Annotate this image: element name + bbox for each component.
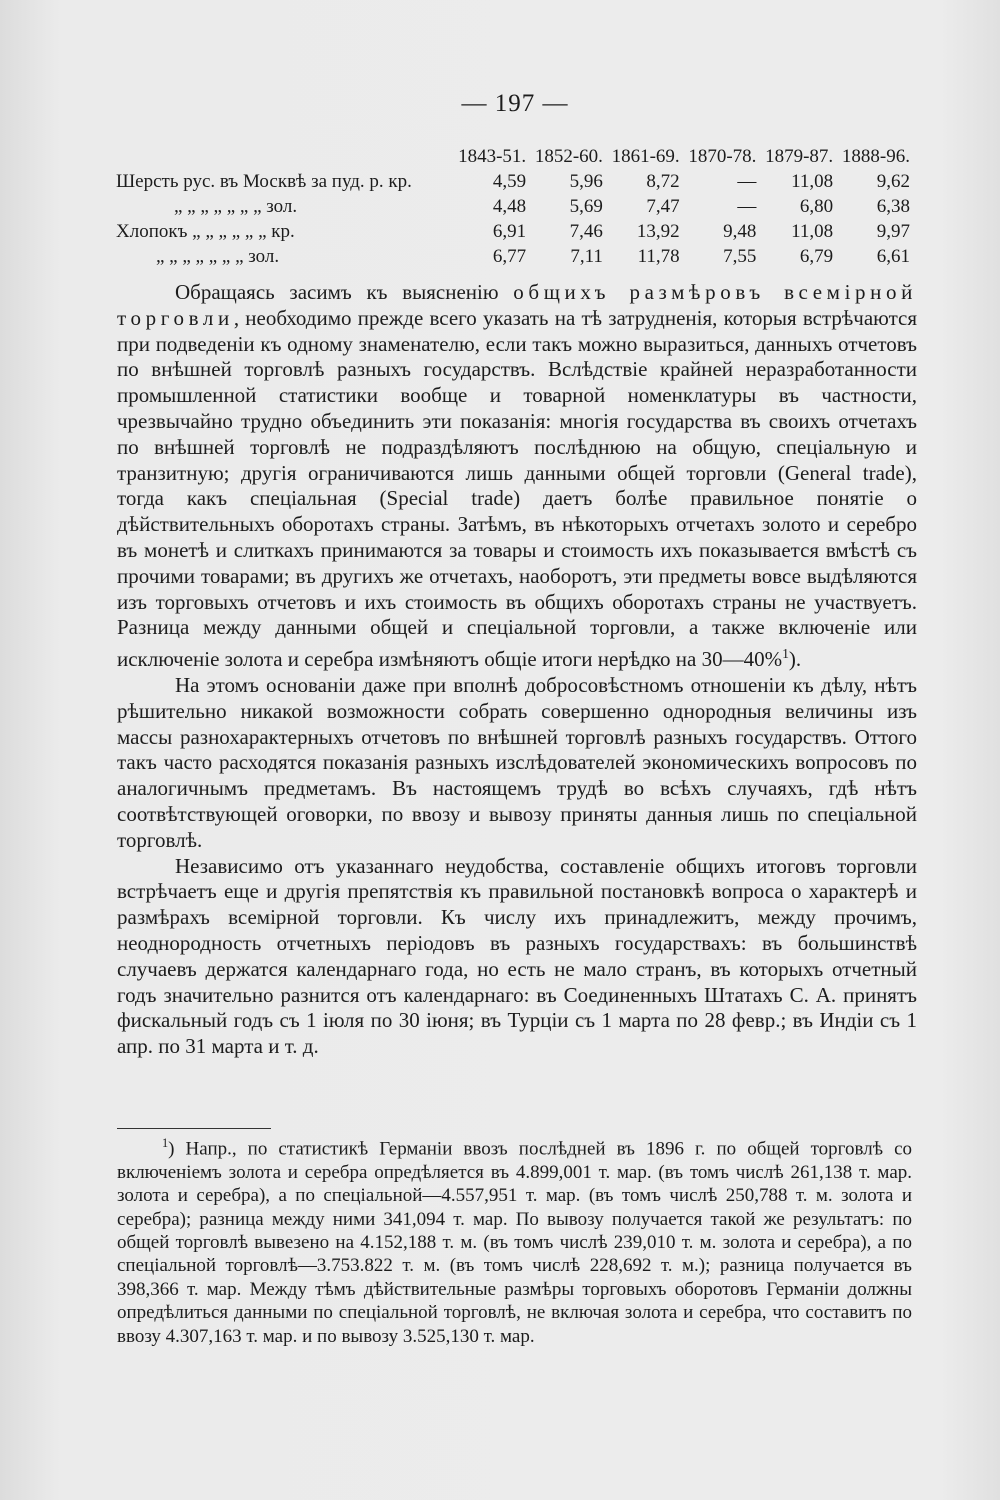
table-corner bbox=[116, 142, 455, 168]
table-cell: 4,59 bbox=[492, 171, 527, 192]
table-row bbox=[116, 193, 916, 218]
row-label: „ „ „ „ „ „ „ зол. bbox=[174, 196, 298, 217]
period-header: 1861-69. bbox=[611, 146, 680, 167]
page-number: — 197 — bbox=[461, 90, 569, 117]
table-cell: 9,97 bbox=[876, 221, 910, 242]
table-cell: 11,08 bbox=[791, 221, 834, 242]
table-cell: 5,96 bbox=[569, 171, 603, 192]
table-row bbox=[116, 168, 916, 193]
footnote-marker: 1 bbox=[162, 1136, 169, 1150]
paragraph bbox=[117, 280, 917, 673]
paragraph-text: , необходимо прежде всего указать на тѣ затрудненія, которыя встрѣчаются при подведеніи къ одному знаменателю, если такъ можно выразиться, данныхъ отчетовъ по внѣшней торговлѣ разныхъ государствъ. Вслѣдствіе крайней неразработанности промышленной статистики вообще и товарной номенклатуры въ частности, чрезвычайно трудно объединить эти показанія: многія государства въ своихъ отчетахъ по внѣшней торговлѣ не подраздѣляютъ послѣднюю на общую, спеціальную и транзитную; другія ограничиваются лишь данными общей торговли (General trade), тогда какъ спеціальная (Special trade) даетъ болѣе правильное понятіе о дѣйствительныхъ оборотахъ страны. Затѣмъ, въ нѣкоторыхъ отчетахъ золото и серебро въ монетѣ и слиткахъ принимаются за товары и стоимость ихъ показывается вмѣстѣ съ прочими товарами; въ другихъ же отчетахъ, наоборотъ, эти предметы вовсе выдѣляются изъ торговыхъ отчетовъ и ихъ стоимость въ общихъ оборотахъ страны не участвуетъ. Разница между данными общей и спеціальной торговли, а также включеніе или исключеніе золота и серебра измѣняютъ общіе итоги нерѣдко на 30—40% bbox=[117, 305, 917, 672]
paragraph-end: ). bbox=[788, 647, 802, 672]
period-header: 1888-96. bbox=[841, 146, 910, 167]
spaced-emphasis: общихъ размѣровъ всемірной торговли bbox=[117, 280, 918, 330]
table-cell: — bbox=[737, 171, 757, 192]
table-cell: 6,79 bbox=[799, 246, 834, 267]
period-header: 1843-51. bbox=[458, 146, 527, 167]
period-header: 1852-60. bbox=[534, 146, 603, 167]
paragraph: Независимо отъ указаннаго неудобства, составленіе общихъ итоговъ торговли встрѣчаетъ еще и другія препятствія къ правильной постановкѣ вопроса о характерѣ и размѣрахъ всемірной торговли. Къ числу ихъ принадлежитъ, между прочимъ, неоднородность отчетныхъ періодовъ въ разныхъ государствахъ: въ большинствѣ случаевъ держатся календарнаго года, но есть не мало странъ, въ которыхъ отчетный годъ значительно разнится отъ календарнаго: въ Соединенныхъ Штатахъ С. А. принятъ фискальный годъ съ 1 іюля по 30 іюня; въ Турціи съ 1 марта по 28 февр.; въ Индіи съ 1 апр. по 31 марта и т. д. bbox=[117, 853, 917, 1059]
table-cell: 4,48 bbox=[492, 196, 527, 217]
table-cell: 8,72 bbox=[646, 171, 680, 192]
table-row bbox=[116, 243, 916, 268]
period-header: 1870-78. bbox=[688, 146, 757, 167]
paragraph-lead: Обращаясь засимъ къ выясненію bbox=[175, 280, 514, 304]
table-cell: 6,91 bbox=[492, 221, 527, 242]
paragraph: На этомъ основаніи даже при вполнѣ добросовѣстномъ отношеніи къ дѣлу, нѣтъ рѣшительно никакой возможности собрать совершенно однородныя величины изъ массы разнохарактерныхъ отчетовъ по внѣшней торговлѣ разныхъ государствъ. Оттого такъ часто расходятся показанія разныхъ изслѣдователей экономическихъ вопросовъ по аналогичнымъ предметамъ. Въ настоящемъ трудѣ во всѣхъ случаяхъ, гдѣ нѣтъ соотвѣтствующей оговорки, по ввозу и вывозу приняты данныя лишь по спеціальной торговлѣ. bbox=[117, 672, 917, 852]
footnote-divider bbox=[117, 1128, 271, 1129]
row-label: „ „ „ „ „ „ „ зол. bbox=[156, 246, 280, 267]
footnote-ref: 1 bbox=[782, 646, 789, 662]
table-cell: 6,38 bbox=[876, 196, 910, 217]
price-table bbox=[116, 142, 916, 268]
table-header-row bbox=[116, 142, 916, 168]
footnote bbox=[117, 1132, 912, 1348]
table-cell: 7,47 bbox=[646, 196, 680, 217]
main-text bbox=[117, 280, 917, 1060]
table-cell: 13,92 bbox=[636, 221, 680, 242]
table-cell: 5,69 bbox=[569, 196, 603, 217]
table-cell: 6,61 bbox=[876, 246, 910, 267]
period-header: 1879-87. bbox=[765, 146, 834, 167]
table-cell: 6,80 bbox=[799, 196, 834, 217]
table-cell: 9,62 bbox=[876, 171, 910, 192]
footnote-text: ) Напр., по статистикѣ Германіи ввозъ послѣдней въ 1896 г. по общей торговлѣ со включеніемъ золота и серебра опредѣляется въ 4.899,001 т. мар. (въ томъ числѣ 261,138 т. мар. золота и серебра), а по спеціальной—4.557,951 т. мар. (въ томъ числѣ 250,788 т. м. золота и серебра); разница между ними 341,094 т. мар. По вывозу получается такой же результатъ: по общей торговлѣ вывезено на 4.152,188 т. м. (въ томъ числѣ 239,010 т. м. золота и серебра), а по спеціальной торговлѣ—3.753.822 т. м. (въ томъ числѣ 228,692 т. м.); разница получается въ 398,366 т. мар. Между тѣмъ дѣйствительные размѣры торговыхъ оборотовъ Германіи должны опредѣлиться данными по спеціальной торговлѣ, не включая золота и серебра, что составитъ по ввозу 4.307,163 т. мар. и по вывозу 3.525,130 т. мар. bbox=[117, 1138, 912, 1347]
table-cell: — bbox=[737, 196, 757, 217]
row-label: Шерсть рус. въ Москвѣ за пуд. р. кр. bbox=[116, 171, 412, 192]
row-label: Хлопокъ „ „ „ „ „ „ кр. bbox=[116, 221, 295, 242]
table-cell: 7,11 bbox=[570, 246, 603, 267]
table-cell: 7,46 bbox=[569, 221, 603, 242]
table-cell: 11,08 bbox=[791, 171, 834, 192]
table-row bbox=[116, 218, 916, 243]
table-cell: 9,48 bbox=[723, 221, 757, 242]
table-cell: 6,77 bbox=[492, 246, 527, 267]
table-cell: 7,55 bbox=[723, 246, 757, 267]
footnote-paragraph bbox=[117, 1132, 912, 1348]
table-cell: 11,78 bbox=[637, 246, 680, 267]
